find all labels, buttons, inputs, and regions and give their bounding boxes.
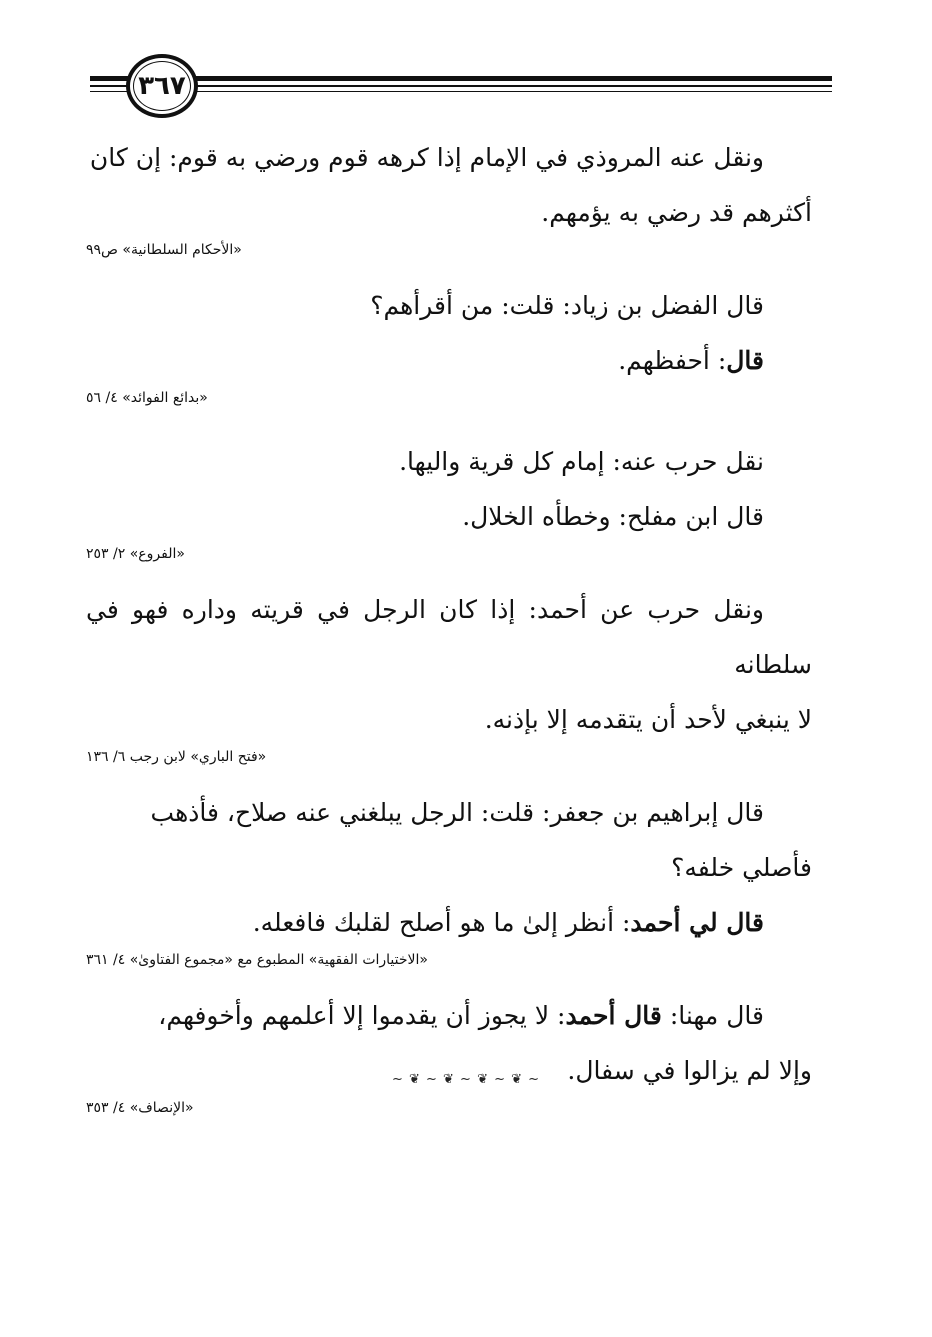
speaker-label: قال لي أحمد [630, 908, 764, 937]
paragraph [86, 489, 812, 544]
header-rule [90, 85, 832, 87]
paragraph [86, 130, 812, 185]
paragraph [86, 278, 812, 333]
entry [86, 582, 812, 767]
source-citation: «الاختيارات الفقهية» المطبوع مع «مجموع الفتاوىٰ» ٤/ ٣٦١ [86, 952, 428, 968]
source-citation: «الإنصاف» ٤/ ٣٥٣ [86, 1100, 194, 1116]
text-line: قال مهنا: [661, 1001, 764, 1030]
text-line: وإلا لم يزالوا في سفال. [567, 1056, 812, 1085]
paragraph [86, 785, 812, 840]
entry [86, 988, 812, 1118]
speaker-label: قال [726, 346, 764, 375]
text-line: ونقل عنه المروذي في الإمام إذا كرهه قوم ورضي به قوم: إن كان [89, 143, 764, 172]
text-line: فأصلي خلفه؟ [671, 853, 812, 882]
text-line: أكثرهم قد رضي به يؤمهم. [541, 198, 812, 227]
text-line: قال إبراهيم بن جعفر: قلت: الرجل يبلغني عنه صلاح، فأذهب [150, 798, 764, 827]
text-line: : أحفظهم. [618, 346, 727, 375]
page-header [90, 52, 832, 122]
paragraph [86, 333, 812, 388]
paragraph [86, 434, 812, 489]
page-number: ٣٦٧ [138, 71, 186, 101]
text-line: : لا يجوز أن يقدموا إلا أعلمهم وأخوفهم، [158, 1001, 566, 1030]
paragraph [86, 1043, 812, 1098]
source-citation: «فتح الباري» لابن رجب ٦/ ١٣٦ [86, 749, 267, 765]
header-rule [90, 76, 832, 81]
source-citation: «بدائع الفوائد» ٤/ ٥٦ [86, 390, 208, 406]
text-line: لا ينبغي لأحد أن يتقدمه إلا بإذنه. [484, 705, 812, 734]
paragraph [86, 895, 812, 950]
page-body [86, 130, 812, 1122]
paragraph [86, 692, 812, 747]
entry [86, 278, 812, 408]
text-line: : أنظر إلىٰ ما هو أصلح لقلبك فافعله. [252, 908, 631, 937]
entry [86, 434, 812, 564]
entry [86, 130, 812, 260]
paragraph [86, 582, 812, 692]
paragraph [86, 988, 812, 1043]
header-rule [90, 91, 832, 92]
source-citation: «الفروع» ٢/ ٢٥٣ [86, 546, 185, 562]
entry [86, 785, 812, 970]
text-line: نقل حرب عنه: إمام كل قرية واليها. [399, 447, 764, 476]
paragraph [86, 185, 812, 240]
source-citation: «الأحكام السلطانية» ص٩٩ [86, 242, 242, 258]
speaker-label: قال أحمد [565, 1001, 662, 1030]
page-number-badge [126, 54, 198, 118]
text-line: ونقل حرب عن أحمد: إذا كان الرجل في قريته وداره فهو في سلطانه [86, 595, 812, 679]
text-line: قال ابن مفلح: وخطأه الخلال. [462, 502, 764, 531]
text-line: قال الفضل بن زياد: قلت: من أقرأهم؟ [370, 291, 764, 320]
paragraph [86, 840, 812, 895]
end-ornament: ~ ❦ ~ ❦ ~ ❦ ~ ❦ ~ [391, 1072, 541, 1087]
